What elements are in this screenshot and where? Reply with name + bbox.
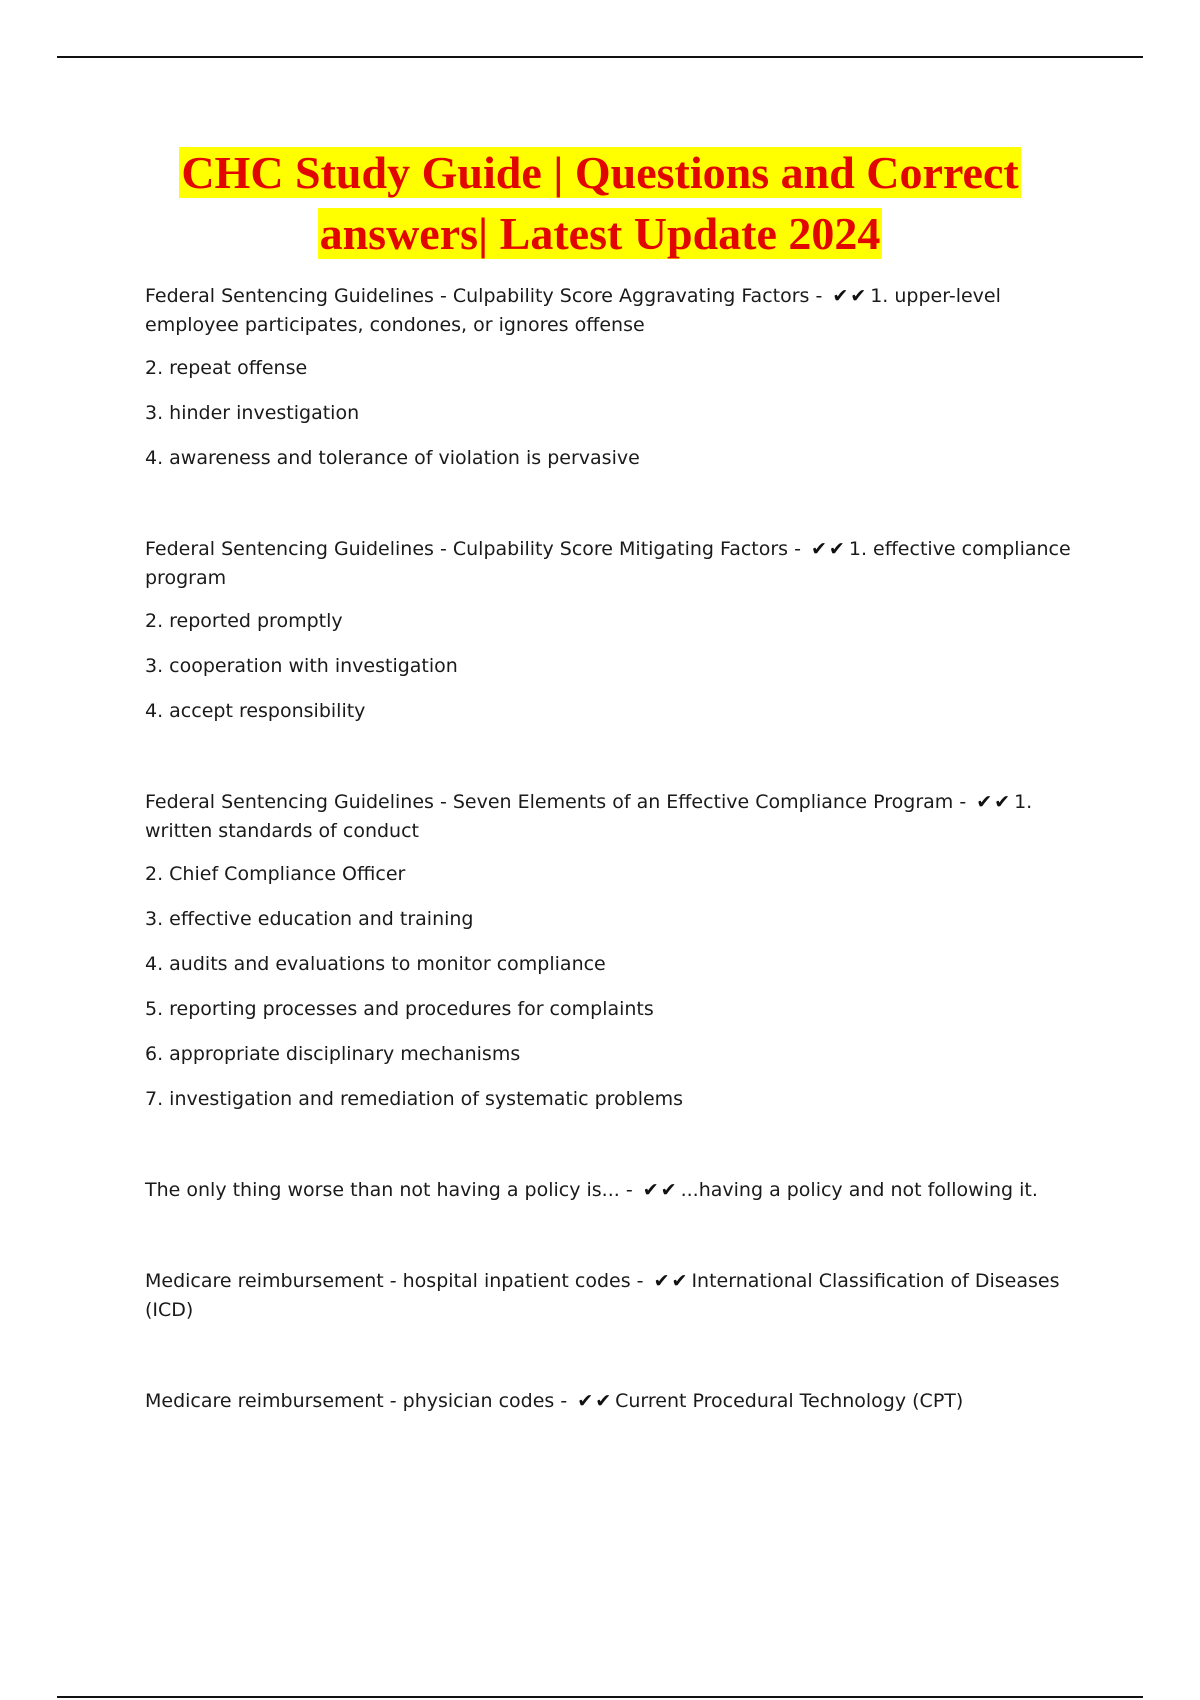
qa-paragraph — [145, 1176, 1090, 1205]
qa-block-policy — [145, 1176, 1090, 1205]
qa-paragraph — [145, 535, 1090, 593]
page-title — [0, 142, 1200, 264]
answer-text: 1. written standards of conduct — [145, 791, 1033, 842]
question-text: Medicare reimbursement - hospital inpatient codes - — [145, 1270, 644, 1292]
check-mark-icon: ✔✔ — [976, 791, 1013, 813]
list-item: 4. awareness and tolerance of violation is pervasive — [145, 447, 640, 469]
question-text: The only thing worse than not having a policy is... - — [145, 1179, 633, 1201]
qa-block-seven-elements — [145, 788, 1090, 1114]
qa-paragraph — [145, 788, 1090, 846]
list-item: 4. audits and evaluations to monitor compliance — [145, 953, 606, 975]
answer-text: 1. upper-level employee participates, condones, or ignores offense — [145, 285, 1001, 336]
check-mark-icon: ✔✔ — [811, 538, 847, 560]
answer-text: ...having a policy and not following it. — [680, 1179, 1038, 1201]
top-rule — [57, 56, 1143, 58]
qa-paragraph — [145, 1387, 1090, 1416]
list-item: 2. Chief Compliance Officer — [145, 863, 406, 885]
answer-text: Current Procedural Technology (CPT) — [615, 1390, 964, 1412]
title-line-1: CHC Study Guide | Questions and Correct — [181, 147, 1019, 198]
question-text: Medicare reimbursement - physician codes - — [145, 1390, 568, 1412]
study-guide-content — [145, 282, 1090, 1416]
list-item: 6. appropriate disciplinary mechanisms — [145, 1043, 521, 1065]
list-item: 4. accept responsibility — [145, 700, 366, 722]
check-mark-icon: ✔✔ — [832, 285, 869, 307]
check-mark-icon: ✔✔ — [642, 1179, 679, 1201]
qa-block-aggravating-factors — [145, 282, 1090, 473]
list-item: 5. reporting processes and procedures for complaints — [145, 998, 654, 1020]
question-text: Federal Sentencing Guidelines - Culpability Score Mitigating Factors - — [145, 538, 801, 560]
list-item: 2. repeat offense — [145, 357, 308, 379]
title-line-2: answers| Latest Update 2024 — [319, 208, 881, 259]
check-mark-icon: ✔✔ — [577, 1390, 614, 1412]
question-text: Federal Sentencing Guidelines - Culpability Score Aggravating Factors - — [145, 285, 823, 307]
list-item: 3. hinder investigation — [145, 402, 360, 424]
qa-block-physician-codes — [145, 1387, 1090, 1416]
qa-paragraph — [145, 1267, 1090, 1325]
qa-block-mitigating-factors — [145, 535, 1090, 726]
qa-paragraph — [145, 282, 1090, 340]
answer-text: International Classification of Diseases (ICD) — [145, 1270, 1060, 1321]
bottom-rule — [57, 1696, 1143, 1698]
check-mark-icon: ✔✔ — [653, 1270, 690, 1292]
list-item: 3. cooperation with investigation — [145, 655, 458, 677]
question-text: Federal Sentencing Guidelines - Seven Elements of an Effective Compliance Program - — [145, 791, 967, 813]
list-item: 7. investigation and remediation of systematic problems — [145, 1088, 684, 1110]
list-item: 3. effective education and training — [145, 908, 474, 930]
answer-text: 1. effective compliance program — [145, 538, 1071, 589]
list-item: 2. reported promptly — [145, 610, 343, 632]
qa-block-inpatient-codes — [145, 1267, 1090, 1325]
